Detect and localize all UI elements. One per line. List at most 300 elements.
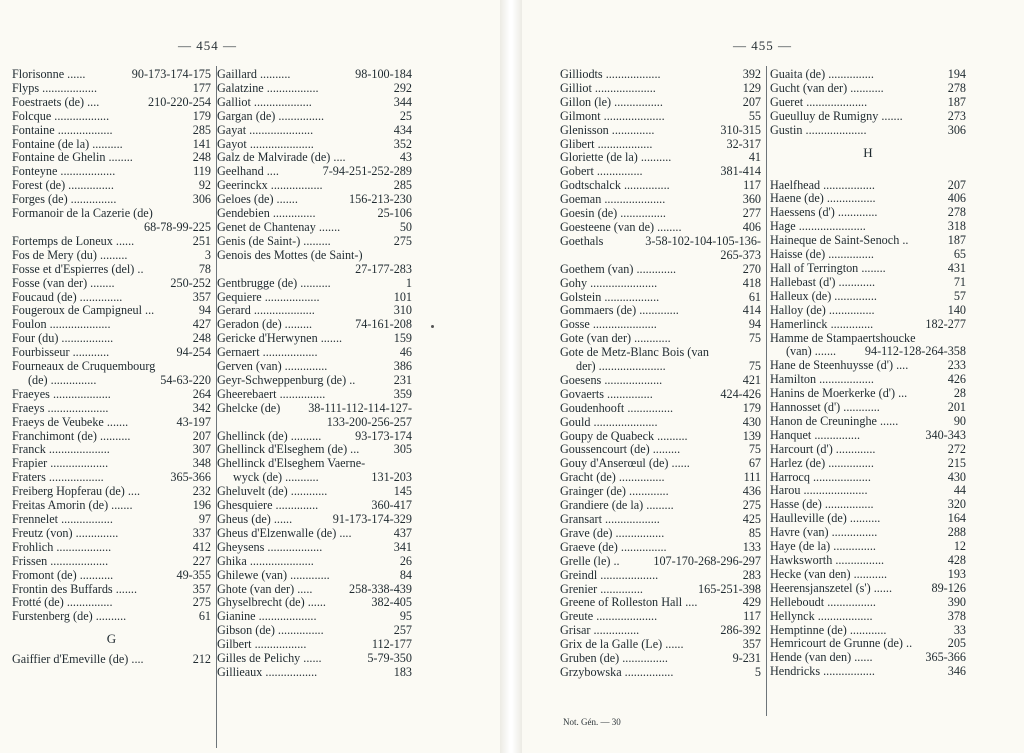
index-entry <box>12 374 211 388</box>
entry-page-refs: 414 <box>742 304 761 318</box>
index-entry <box>560 82 761 96</box>
index-entry <box>217 457 412 471</box>
index-entry <box>560 138 761 152</box>
entry-page-refs: 119 <box>193 165 211 179</box>
index-entry <box>770 359 966 373</box>
entry-name: Heerensjanszetel (s') ...... <box>770 581 892 595</box>
entry-name: Ghelcke (de) <box>217 401 281 415</box>
entry-page-refs: 357 <box>192 290 211 304</box>
section-letter: G <box>106 631 117 647</box>
entry-name: Gilmont .................... <box>560 109 665 123</box>
index-entry <box>560 68 761 82</box>
entry-name: Hannosset (d') ............ <box>770 401 880 415</box>
index-entry <box>217 430 412 444</box>
entry-name: Hemricourt de Grunne (de) .. <box>770 637 913 651</box>
index-entry <box>770 498 966 512</box>
index-entry <box>217 304 412 318</box>
index-entry <box>560 360 761 374</box>
entry-name: Gillon (le) ................ <box>560 95 663 109</box>
entry-page-refs: 232 <box>192 485 211 499</box>
index-entry <box>217 277 412 291</box>
entry-name: Gilliot .................... <box>560 81 656 95</box>
entry-name: Hendricks ................. <box>770 665 875 679</box>
entry-page-refs: 94 <box>198 304 211 318</box>
index-entry <box>217 596 412 610</box>
entry-name: Gueret .................... <box>770 95 868 109</box>
index-entry <box>217 402 412 416</box>
entry-name: Fos de Mery (du) ......... <box>12 248 128 262</box>
entry-page-refs: 12 <box>953 540 966 554</box>
entry-name: Halleux (de) .............. <box>770 289 877 303</box>
entry-page-refs: 101 <box>393 290 412 304</box>
index-entry <box>560 249 761 263</box>
entry-name: Gheerebaert ............... <box>217 387 326 401</box>
entry-name: Gernaert .................. <box>217 346 318 360</box>
entry-page-refs: 278 <box>947 206 966 220</box>
entry-name: Hage ...................... <box>770 220 866 234</box>
entry-name: Geloes (de) ....... <box>217 193 298 207</box>
entry-page-refs: 94 <box>748 318 761 332</box>
index-entry <box>217 652 412 666</box>
entry-page-refs: 28 <box>953 387 966 401</box>
entry-page-refs: 5 <box>754 665 761 679</box>
entry-page-refs: 117 <box>743 179 761 193</box>
entry-page-refs: 305 <box>393 443 412 457</box>
entry-page-refs: 92 <box>198 179 211 193</box>
index-entry <box>560 207 761 221</box>
entry-page-refs: 340-343 <box>925 428 966 442</box>
index-entry <box>770 429 966 443</box>
entry-page-refs: 248 <box>192 332 211 346</box>
entry-name: Grisar ............... <box>560 624 640 638</box>
entry-name: Fontaine (de la) .......... <box>12 137 123 151</box>
entry-page-refs: 307 <box>192 443 211 457</box>
entry-name: Grelle (le) .. <box>560 554 620 568</box>
index-entry <box>770 206 966 220</box>
index-entry <box>770 387 966 401</box>
index-entry <box>217 541 412 555</box>
index-entry <box>770 304 966 318</box>
entry-name: Harlez (de) ............... <box>770 456 874 470</box>
entry-page-refs: 75 <box>748 360 761 374</box>
entry-page-refs: 342 <box>192 401 211 415</box>
index-entry <box>12 165 211 179</box>
index-entry <box>770 651 966 665</box>
entry-page-refs: 41 <box>748 151 761 165</box>
index-entry <box>12 346 211 360</box>
entry-name: Gheus d'Elzenwalle (de) .... <box>217 526 352 540</box>
entry-page-refs: 61 <box>748 290 761 304</box>
entry-page-refs: 74-161-208 <box>355 318 412 332</box>
entry-page-refs: 194 <box>947 68 966 81</box>
index-entry <box>12 513 211 527</box>
entry-name: Formanoir de la Cazerie (de) <box>12 207 153 221</box>
entry-name: Grenier .............. <box>560 582 643 596</box>
entry-name: Hende (van den) ...... <box>770 651 873 665</box>
entry-name: Gilliodts .................. <box>560 68 661 81</box>
entry-page-refs: 159 <box>393 332 412 346</box>
entry-name: Franck .................... <box>12 443 110 457</box>
index-entry <box>560 596 761 610</box>
entry-page-refs: 320 <box>947 498 966 512</box>
index-entry <box>217 151 412 165</box>
entry-page-refs: 193 <box>947 567 966 581</box>
entry-name: Gosse ..................... <box>560 318 657 332</box>
index-entry <box>12 291 211 305</box>
index-entry <box>217 583 412 597</box>
entry-name: Goussencourt (de) ......... <box>560 443 681 457</box>
index-entry <box>12 263 211 277</box>
index-entry <box>217 471 412 485</box>
entry-name: Fontaine .................. <box>12 123 113 137</box>
entry-name: Hasse (de) ................ <box>770 498 874 512</box>
entry-page-refs: 424-426 <box>720 387 761 401</box>
entry-name: Guaita (de) ............... <box>770 68 874 81</box>
entry-page-refs: 412 <box>192 540 211 554</box>
index-entry <box>217 374 412 388</box>
entry-page-refs: 84 <box>399 568 412 582</box>
entry-name: Grandiere (de la) ......... <box>560 499 674 513</box>
index-entry <box>217 555 412 569</box>
entry-name: Gloriette (de la) .......... <box>560 151 672 165</box>
index-entry <box>770 665 966 679</box>
index-entry <box>770 540 966 554</box>
entry-name: Galz de Malvirade (de) .... <box>217 151 346 165</box>
entry-name: Fraters .................. <box>12 471 104 485</box>
entry-page-refs: 348 <box>192 457 211 471</box>
index-entry <box>770 484 966 498</box>
entry-name: Gericke d'Herwynen ....... <box>217 332 343 346</box>
entry-page-refs: 90-173-174-175 <box>131 68 211 81</box>
entry-page-refs: 179 <box>192 109 211 123</box>
entry-page-refs: 264 <box>192 387 211 401</box>
index-entry <box>770 220 966 234</box>
index-entry <box>560 277 761 291</box>
entry-page-refs: 1 <box>405 276 412 290</box>
entry-name: Gould ..................... <box>560 415 658 429</box>
index-entry <box>770 68 966 82</box>
entry-page-refs: 133 <box>742 540 761 554</box>
index-entry <box>12 179 211 193</box>
entry-name: Geelhand .... <box>217 165 279 179</box>
entry-page-refs: 133-200-256-257 <box>326 415 412 429</box>
index-entry <box>12 430 211 444</box>
index-entry <box>560 527 761 541</box>
index-entry <box>560 179 761 193</box>
index-entry <box>560 610 761 624</box>
entry-name: Gransart .................. <box>560 513 660 526</box>
index-entry <box>770 512 966 526</box>
entry-page-refs: 65 <box>953 248 966 262</box>
entry-name: Gote de Metz-Blanc Bois (van <box>560 346 709 360</box>
index-entry <box>12 402 211 416</box>
entry-name: Gargan (de) ............... <box>217 109 325 123</box>
entry-page-refs: 94-112-128-264-358 <box>864 345 966 359</box>
column-divider <box>766 66 767 716</box>
entry-name: Goupy de Quabeck .......... <box>560 429 688 443</box>
entry-page-refs: 54-63-220 <box>160 373 211 387</box>
entry-name: Gaillard .......... <box>217 68 291 81</box>
entry-name: Greindl ................... <box>560 568 659 582</box>
entry-name: Graeve (de) ............... <box>560 540 667 554</box>
entry-name: Helleboudt ................ <box>770 595 876 609</box>
entry-name: Greene of Rolleston Hall .... <box>560 596 698 610</box>
entry-page-refs: 111 <box>743 471 761 485</box>
entry-name: Harou ..................... <box>770 484 868 498</box>
index-entry <box>217 207 412 221</box>
entry-name: Gequiere .................. <box>217 290 320 304</box>
entry-page-refs: 310-315 <box>720 123 761 137</box>
index-entry <box>12 318 211 332</box>
index-entry <box>12 151 211 165</box>
entry-page-refs: 32-317 <box>726 137 761 151</box>
entry-name: Fortemps de Loneux ...... <box>12 234 135 248</box>
entry-name: Frohlich .................. <box>12 540 112 554</box>
entry-page-refs: 421 <box>742 373 761 387</box>
entry-page-refs: 93-173-174 <box>355 429 412 443</box>
entry-page-refs: 283 <box>742 568 761 582</box>
index-entry <box>12 360 211 374</box>
entry-name: Gilles de Pelichy ...... <box>217 652 322 666</box>
entry-page-refs: 182-277 <box>925 317 966 331</box>
entry-name: Goeman .................... <box>560 193 666 207</box>
entry-page-refs: 27-177-283 <box>355 262 412 276</box>
entry-page-refs: 359 <box>393 387 412 401</box>
index-entry <box>770 610 966 624</box>
page-number-455: — 455 — <box>733 38 792 53</box>
entry-page-refs: 428 <box>947 554 966 567</box>
index-entry <box>560 638 761 652</box>
entry-page-refs: 310 <box>393 304 412 318</box>
entry-page-refs: 75 <box>748 332 761 346</box>
entry-name: Fougeroux de Campigneul ... <box>12 304 155 318</box>
index-entry <box>560 513 761 527</box>
entry-name: Gouy d'Anserœul (de) ...... <box>560 457 690 471</box>
entry-page-refs: 430 <box>947 470 966 484</box>
entry-page-refs: 278 <box>947 81 966 95</box>
entry-page-refs: 357 <box>742 638 761 652</box>
entry-name: Hanquet ............... <box>770 428 861 442</box>
entry-page-refs: 26 <box>399 554 412 568</box>
index-entry <box>770 262 966 276</box>
index-entry <box>560 443 761 457</box>
entry-page-refs: 275 <box>393 234 412 248</box>
entry-page-refs: 156-213-230 <box>349 193 412 207</box>
entry-page-refs: 210-220-254 <box>148 95 211 109</box>
entry-name: Grainger (de) ............. <box>560 485 669 499</box>
entry-page-refs: 71 <box>953 275 966 289</box>
index-entry <box>217 110 412 124</box>
entry-page-refs: 207 <box>947 178 966 192</box>
entry-page-refs: 7-94-251-252-289 <box>322 165 412 179</box>
index-entry <box>560 151 761 165</box>
index-entry <box>770 124 966 138</box>
entry-name: Gheus (de) ...... <box>217 513 293 526</box>
entry-name: Fourbisseur ............ <box>12 346 110 360</box>
index-entry <box>217 124 412 138</box>
entry-page-refs: 425 <box>742 513 761 526</box>
entry-name: Gheluvelt (de) ............ <box>217 485 328 499</box>
index-column-1 <box>12 68 211 728</box>
index-entry <box>770 568 966 582</box>
entry-page-refs: 215 <box>947 456 966 470</box>
entry-name: Ghellinck d'Elseghem Vaerne- <box>217 457 366 471</box>
index-entry <box>217 388 412 402</box>
entry-name: Hanins de Moerkerke (d') ... <box>770 387 908 401</box>
index-entry <box>560 402 761 416</box>
entry-page-refs: 131-203 <box>371 471 412 485</box>
index-entry <box>560 555 761 569</box>
entry-page-refs: 250-252 <box>170 276 211 290</box>
entry-page-refs: 38-111-112-114-127- <box>308 401 412 415</box>
entry-page-refs: 318 <box>947 220 966 234</box>
entry-name: Gueulluy de Rumigny ....... <box>770 109 903 123</box>
index-column-2 <box>217 68 412 728</box>
entry-name: Hemptinne (de) ............ <box>770 623 887 637</box>
entry-page-refs: 418 <box>742 276 761 290</box>
entry-name: (van) ....... <box>786 345 837 359</box>
entry-name: Frotté (de) ............... <box>12 596 113 610</box>
index-entry <box>560 193 761 207</box>
index-entry <box>560 304 761 318</box>
entry-name: Gerven (van) .............. <box>217 360 328 374</box>
entry-page-refs: 94-254 <box>176 346 211 360</box>
index-entry <box>217 291 412 305</box>
entry-name: Haessens (d') ............. <box>770 206 878 220</box>
entry-page-refs: 25-106 <box>377 207 412 221</box>
footer-note: Not. Gén. — 30 <box>563 717 621 727</box>
entry-page-refs: 233 <box>947 359 966 373</box>
entry-name: Greute .................... <box>560 610 658 624</box>
entry-name: Frontin des Buffards ....... <box>12 582 138 596</box>
entry-page-refs: 207 <box>192 429 211 443</box>
entry-page-refs: 227 <box>192 554 211 568</box>
index-entry <box>770 248 966 262</box>
entry-page-refs: 378 <box>947 609 966 623</box>
entry-page-refs: 57 <box>953 289 966 303</box>
entry-page-refs: 337 <box>192 526 211 540</box>
entry-name: Gustin .................... <box>770 123 867 137</box>
index-entry <box>217 513 412 527</box>
entry-page-refs: 145 <box>393 485 412 499</box>
index-entry <box>12 249 211 263</box>
entry-page-refs: 49-355 <box>176 568 211 582</box>
index-entry <box>770 624 966 638</box>
index-entry <box>217 235 412 249</box>
index-entry <box>560 569 761 583</box>
entry-page-refs: 434 <box>393 123 412 137</box>
entry-name: Gianine ................... <box>217 610 317 624</box>
index-entry <box>560 332 761 346</box>
entry-name: Fosse et d'Espierres (del) .. <box>12 262 144 276</box>
index-entry <box>12 124 211 138</box>
entry-name: Franchimont (de) .......... <box>12 429 131 443</box>
entry-page-refs: 75 <box>748 443 761 457</box>
entry-name: Hallebast (d') ............ <box>770 275 876 289</box>
index-entry <box>560 263 761 277</box>
index-entry <box>217 499 412 513</box>
entry-name: Grave (de) ................ <box>560 526 665 540</box>
entry-page-refs: 68-78-99-225 <box>143 220 211 234</box>
entry-page-refs: 406 <box>947 192 966 206</box>
entry-page-refs: 179 <box>742 401 761 415</box>
entry-name: Govaerts ............... <box>560 387 653 401</box>
entry-page-refs: 275 <box>192 596 211 610</box>
index-entry <box>12 207 211 221</box>
index-entry <box>12 138 211 152</box>
index-column-4 <box>770 68 966 728</box>
index-entry <box>770 582 966 596</box>
entry-name: (de) ............... <box>28 373 97 387</box>
entry-page-refs: 406 <box>742 220 761 234</box>
entry-name: Frennelet ................. <box>12 513 113 526</box>
entry-page-refs: 33 <box>953 623 966 637</box>
entry-page-refs: 205 <box>947 637 966 651</box>
entry-name: Goudenhooft ............... <box>560 401 674 415</box>
index-entry <box>12 110 211 124</box>
entry-page-refs: 9-231 <box>732 652 761 666</box>
index-entry <box>217 624 412 638</box>
entry-name: Gucht (van der) ........... <box>770 81 884 95</box>
index-entry <box>560 165 761 179</box>
entry-page-refs: 187 <box>947 95 966 109</box>
entry-name: Harcourt (d') ............. <box>770 442 876 456</box>
index-entry <box>12 416 211 430</box>
entry-page-refs: 275 <box>742 499 761 513</box>
entry-name: Geerinckx ................. <box>217 179 323 193</box>
entry-name: Gruben (de) ............... <box>560 652 668 666</box>
index-entry <box>770 443 966 457</box>
entry-page-refs: 265-373 <box>720 248 761 262</box>
index-entry <box>770 373 966 387</box>
index-entry <box>12 304 211 318</box>
entry-page-refs: 381-414 <box>720 165 761 179</box>
entry-name: Fraeys .................... <box>12 401 109 415</box>
index-entry <box>217 68 412 82</box>
index-entry <box>12 332 211 346</box>
index-entry <box>560 471 761 485</box>
entry-name: Haene (de) ................ <box>770 192 876 206</box>
entry-page-refs: 430 <box>742 415 761 429</box>
entry-name: Goesin (de) ............... <box>560 207 666 221</box>
index-entry <box>770 345 966 359</box>
entry-page-refs: 248 <box>192 151 211 165</box>
index-entry <box>12 485 211 499</box>
index-entry <box>217 346 412 360</box>
index-entry <box>560 666 761 680</box>
entry-page-refs: 292 <box>393 81 412 95</box>
index-entry <box>217 165 412 179</box>
index-entry <box>12 541 211 555</box>
entry-page-refs: 50 <box>399 220 412 234</box>
entry-page-refs: 277 <box>742 207 761 221</box>
entry-page-refs: 85 <box>748 526 761 540</box>
entry-page-refs: 43 <box>399 151 412 165</box>
index-entry <box>560 96 761 110</box>
entry-name: Forest (de) ............... <box>12 179 114 193</box>
index-entry <box>560 318 761 332</box>
entry-name: Halloy (de) ............... <box>770 303 875 317</box>
entry-page-refs: 436 <box>742 485 761 499</box>
entry-page-refs: 360-417 <box>371 499 412 513</box>
index-entry <box>217 193 412 207</box>
entry-name: Forges (de) ............... <box>12 193 117 207</box>
index-entry <box>560 374 761 388</box>
entry-page-refs: 207 <box>742 95 761 109</box>
index-entry <box>770 457 966 471</box>
index-entry <box>217 138 412 152</box>
entry-page-refs: 98-100-184 <box>355 68 412 81</box>
